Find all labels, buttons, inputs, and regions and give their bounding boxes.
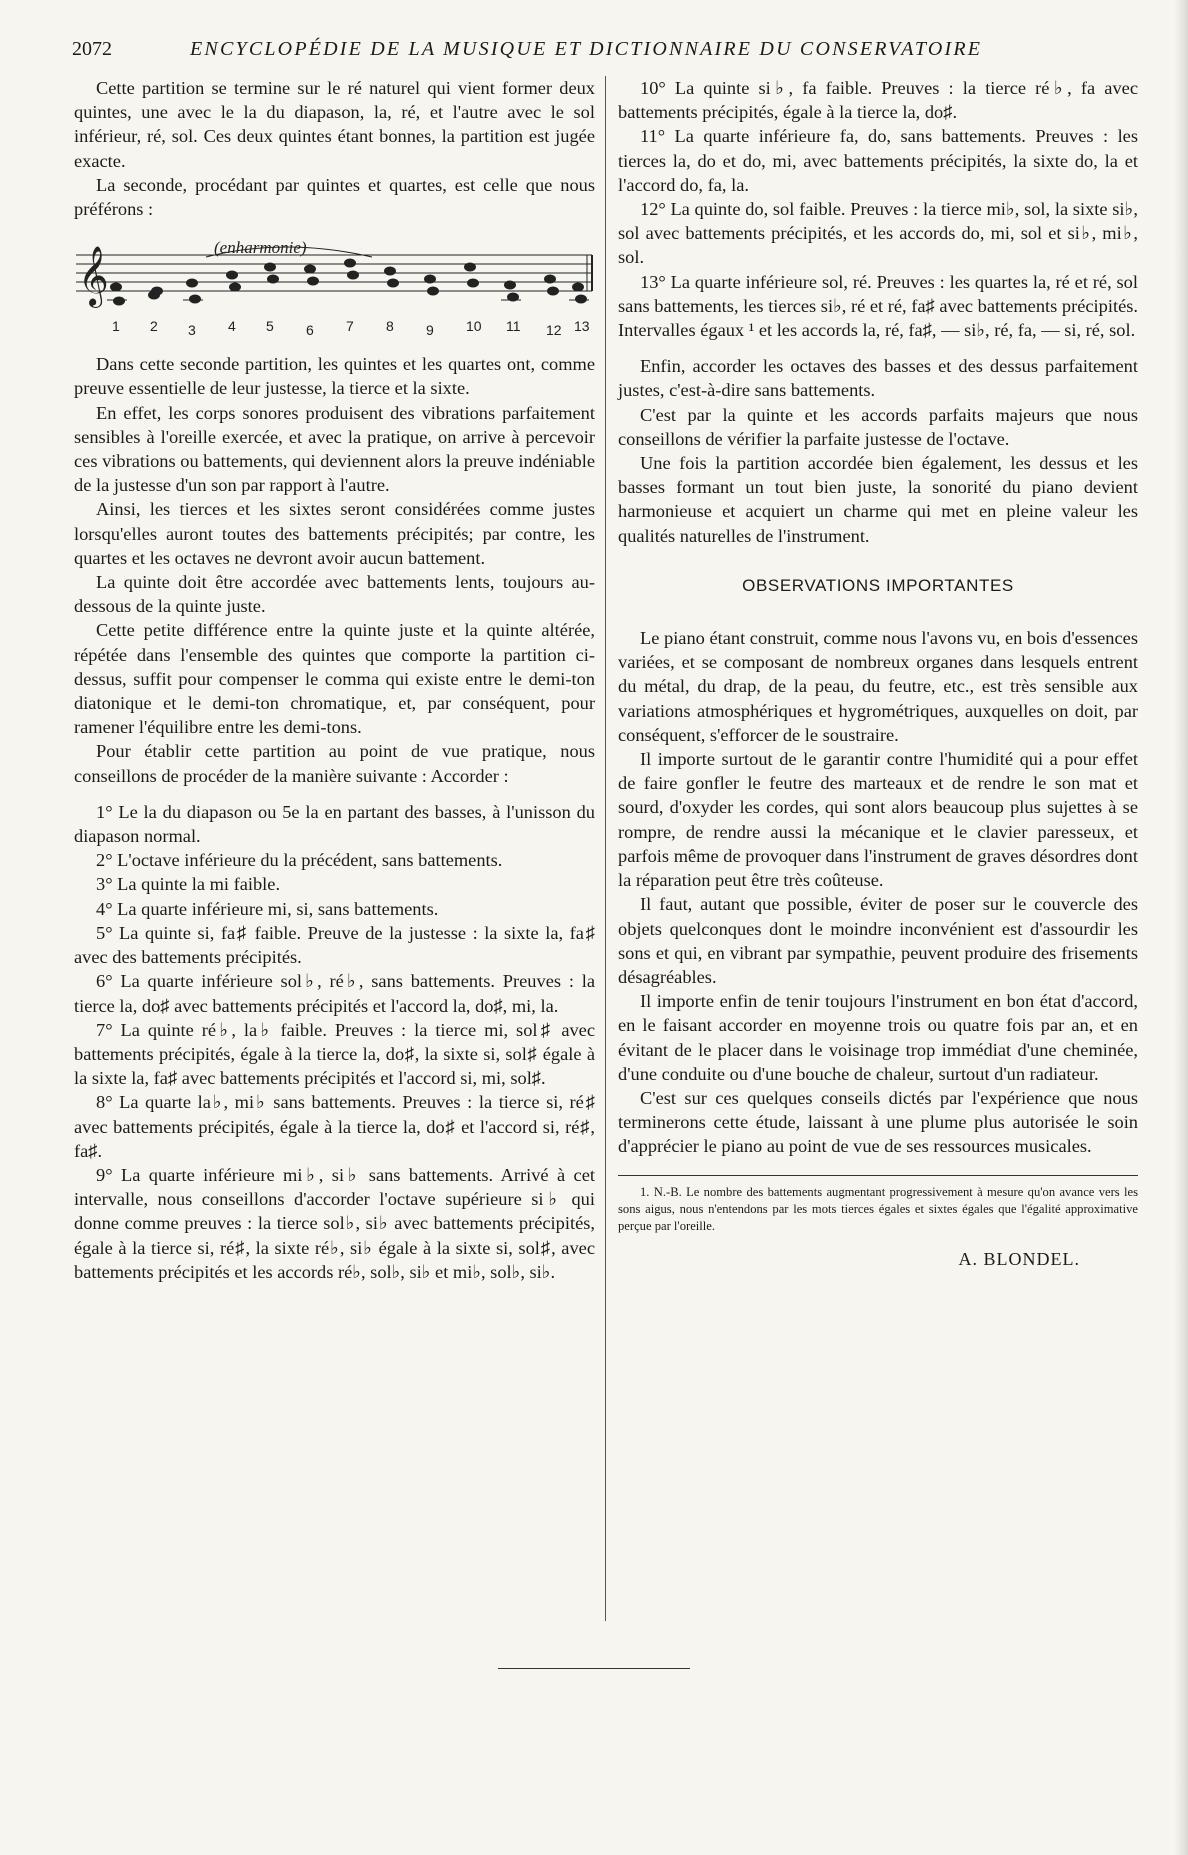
note-head bbox=[308, 277, 319, 285]
step-number-label: 8 bbox=[386, 318, 394, 335]
note-head bbox=[305, 265, 316, 273]
left-column bbox=[74, 76, 595, 1284]
note-head bbox=[428, 287, 439, 295]
paragraph: En effet, les corps sonores produisent des vibrations parfaitement sensibles à l'oreille exercée, et avec la pratique, on arrive à percevoir ces vibrations ou battements, qui deviennent alors la preuve indéniable de la justesse d'un son par rapport à l'autre. bbox=[74, 402, 595, 496]
column-divider bbox=[605, 76, 606, 1621]
end-rule bbox=[498, 1668, 690, 1669]
step-item: 9° La quarte inférieure mi♭, si♭ sans battements. Arrivé à cet intervalle, nous conseillons d'accorder l'octave supérieure si♭ qui donne comme preuves : la tierce sol♭, si♭ avec battements précipités, égale à la tierce si, ré♯, la sixte ré♭, si♭ égale à la sixte si, sol♯, avec battements précipités et les accords ré♭, sol♭, si♭ et mi♭, sol♭, si♭. bbox=[74, 1164, 595, 1282]
tuning-score-figure bbox=[74, 227, 595, 342]
note-head bbox=[545, 275, 556, 283]
step-number-label: 6 bbox=[306, 322, 314, 339]
note-head bbox=[385, 267, 396, 275]
step-number-label: 9 bbox=[426, 322, 434, 339]
step-number-label: 11 bbox=[506, 318, 521, 335]
step-number-label: 5 bbox=[266, 318, 274, 335]
page-edge-shadow bbox=[1174, 0, 1188, 1855]
paragraph: Cette petite différence entre la quinte juste et la quinte altérée, répétée dans l'ensemble des quintes que comporte la partition ci-dessus, suffit pour compenser le comma qui existe entre le demi-ton diatonique et le demi-ton chromatique, et, par conséquent, pour ramener l'équilibre entre les demi-tons. bbox=[74, 620, 595, 738]
section-heading: OBSERVATIONS IMPORTANTES bbox=[742, 575, 1014, 595]
step-number-label: 4 bbox=[228, 318, 236, 335]
note-head bbox=[348, 271, 359, 279]
step-number-label: 3 bbox=[188, 322, 196, 339]
right-column bbox=[618, 76, 1138, 1271]
paragraph: Cette partition se termine sur le ré naturel qui vient former deux quintes, une avec le la du diapason, la, ré, et l'autre avec le sol inférieur, ré, sol. Ces deux quintes étant bonnes, la partition est jugée exacte. bbox=[74, 78, 595, 171]
footnote: 1. N.-B. Le nombre des battements augmentant progressivement à mesure qu'on avance vers les sons aigus, nous n'entendons par les mots tierces égales et sixtes égales que l'égalité approximative perçue par l'oreille. bbox=[618, 1184, 1138, 1233]
note-head bbox=[388, 279, 399, 287]
step-item: 1° Le la du diapason ou 5e la en partant des basses, à l'unisson du diapason normal. bbox=[74, 801, 595, 847]
paragraph: La quinte doit être accordée avec battements lents, toujours au-dessous de la quinte juste. bbox=[74, 572, 595, 617]
paragraph: C'est par la quinte et les accords parfaits majeurs que nous conseillons de vérifier la parfaite justesse de l'octave. bbox=[618, 404, 1138, 449]
paragraph: Il faut, autant que possible, éviter de poser sur le couvercle des objets quelconques dont le moindre inconvénient est d'assourdir les sons et qui, en vibrant par sympathie, peuvent produire des frisements désagréables. bbox=[618, 894, 1138, 987]
step-item: 12° La quinte do, sol faible. Preuves : la tierce mi♭, sol, la sixte si♭, sol avec battements précipités, et les accords do, mi, sol et si♭, mi♭, sol. bbox=[618, 199, 1138, 268]
paragraph: La seconde, procédant par quintes et quartes, est celle que nous préférons : bbox=[74, 174, 595, 220]
step-item: 10° La quinte si♭, fa faible. Preuves : la tierce ré♭, fa avec battements précipités, égale à la tierce la, do♯. bbox=[618, 78, 1138, 123]
page-number: 2072 bbox=[72, 38, 112, 60]
author-signature: A. BLONDEL. bbox=[958, 1248, 1080, 1269]
paragraph: Pour établir cette partition au point de vue pratique, nous conseillons de procéder de la manière suivante : Accorder : bbox=[74, 741, 595, 786]
note-head bbox=[465, 263, 476, 271]
note-head bbox=[187, 279, 198, 287]
step-item: 8° La quarte la♭, mi♭ sans battements. Preuves : la tierce si, ré♯ avec battements précipités, égale à la tierce la, do♯ et l'accord si, ré♯, fa♯. bbox=[74, 1092, 595, 1161]
note-head bbox=[573, 283, 584, 291]
footnote-rule bbox=[618, 1175, 1138, 1176]
note-head bbox=[230, 283, 241, 291]
step-number-label: 1 bbox=[112, 318, 120, 335]
step-item: 3° La quinte la mi faible. bbox=[96, 874, 281, 895]
paragraph: Le piano étant construit, comme nous l'avons vu, en bois d'essences variées, et se composant de nombreux organes dans lesquels entrent du métal, du drap, de la peau, du feutre, etc., est très sensible aux variations atmosphériques et hygrométriques, auxquelles on doit, par conséquent, s'efforcer de le soustraire. bbox=[618, 628, 1138, 745]
running-title: ENCYCLOPÉDIE DE LA MUSIQUE ET DICTIONNAIRE DU CONSERVATOIRE bbox=[190, 38, 983, 60]
paragraph: Il importe surtout de le garantir contre l'humidité qui a pour effet de faire gonfler le feutre des marteaux et de rendre le son mat et sourd, d'oxyder les cordes, qui sont alors beaucoup plus sujettes à se rompre, de rendre aussi la mécanique et le clavier paresseux, et parfois même de provoquer dans l'instrument de graves désordres dont la réparation peut être très coûteuse. bbox=[618, 749, 1138, 891]
note-head bbox=[425, 275, 436, 283]
enharmonie-label: (enharmonie) bbox=[214, 238, 307, 258]
note-head bbox=[505, 281, 516, 289]
note-head bbox=[576, 295, 587, 303]
step-item: 7° La quinte ré♭, la♭ faible. Preuves : la tierce mi, sol♯ avec battements précipités, égale à la tierce la, do♯, la sixte si, sol♯ égale à la sixte la, fa♯ avec battements précipités et l'accord si, mi, sol♯. bbox=[74, 1019, 595, 1089]
note-head bbox=[114, 297, 125, 305]
note-head bbox=[468, 279, 479, 287]
page-header bbox=[72, 38, 1142, 64]
note-head bbox=[227, 271, 238, 279]
note-head bbox=[268, 275, 279, 283]
step-item: 5° La quinte si, fa♯ faible. Preuve de la justesse : la sixte la, fa♯ avec des battements précipités. bbox=[74, 922, 595, 968]
step-number-label: 7 bbox=[346, 318, 354, 335]
step-item: 2° L'octave inférieure du la précédent, sans battements. bbox=[96, 850, 503, 871]
paragraph: Une fois la partition accordée bien également, les dessus et les basses formant un tout bien juste, la sonorité du piano devient harmonieuse et acquiert un charme qui met en pleine valeur les qualités naturelles de l'instrument. bbox=[618, 453, 1138, 546]
paragraph: Dans cette seconde partition, les quintes et les quartes ont, comme preuve essentielle de leur justesse, la tierce et la sixte. bbox=[74, 354, 595, 399]
step-number-label: 12 bbox=[546, 322, 562, 339]
step-item: 4° La quarte inférieure mi, si, sans battements. bbox=[96, 898, 439, 919]
paragraph: Ainsi, les tierces et les sixtes seront considérées comme justes lorsqu'elles auront toutes des battements précipités; par contre, les quartes et les octaves ne devront avoir aucun battement. bbox=[74, 499, 595, 568]
step-number-label: 10 bbox=[466, 318, 482, 335]
note-head bbox=[265, 263, 276, 271]
music-staff-svg bbox=[74, 227, 595, 342]
step-item: 6° La quarte inférieure sol♭, ré♭, sans battements. Preuves : la tierce la, do♯ avec battements précipités et l'accord la, do♯, mi, la. bbox=[74, 971, 595, 1016]
note-head bbox=[111, 283, 122, 291]
note-head bbox=[548, 287, 559, 295]
paragraph: C'est sur ces quelques conseils dictés par l'expérience que nous terminerons cette étude, laissant à une plume plus autorisée le soin d'apprécier le piano au point de vue de ses ressources musicales. bbox=[618, 1087, 1138, 1157]
note-head bbox=[345, 259, 356, 267]
treble-clef-icon: 𝄞 bbox=[78, 246, 109, 307]
note-head bbox=[152, 287, 163, 295]
paragraph: Il importe enfin de tenir toujours l'instrument en bon état d'accord, en le faisant accorder en moyenne trois ou quatre fois par an, et en évitant de le placer dans le voisinage trop immédiat d'une cheminée, d'une conduite ou d'une bouche de chaleur, surtout d'un radiateur. bbox=[618, 991, 1138, 1084]
step-item: 13° La quarte inférieure sol, ré. Preuves : les quartes la, ré et ré, sol sans battements, les tierces si♭, ré et ré, fa♯ avec battements précipités. Intervalles égaux ¹ et les accords la, ré, fa♯, — si♭, ré, fa, — si, ré, sol. bbox=[618, 271, 1138, 341]
step-number-label: 2 bbox=[150, 318, 158, 335]
note-head bbox=[190, 295, 201, 303]
paragraph: Enfin, accorder les octaves des basses et des dessus parfaitement justes, c'est-à-dire sans battements. bbox=[618, 356, 1138, 401]
step-item: 11° La quarte inférieure fa, do, sans battements. Preuves : les tierces la, do et do, mi, avec battements précipités, la sixte do, la et l'accord do, fa, la. bbox=[618, 126, 1138, 195]
step-number-label: 13 bbox=[574, 318, 590, 335]
